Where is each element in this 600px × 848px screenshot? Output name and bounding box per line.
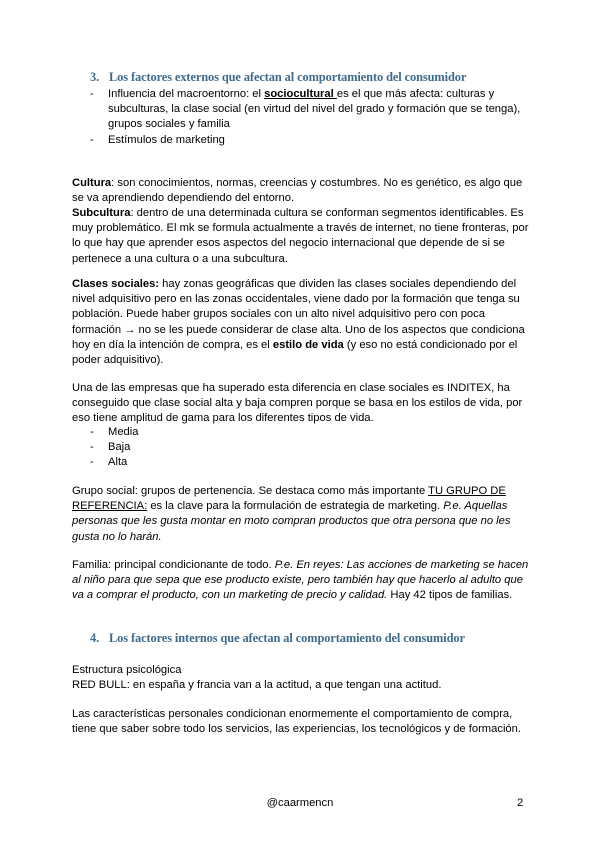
estructura-line: Estructura psicológica — [72, 664, 182, 676]
grupo-social-mid: es la clave para la formulación de estrategia de marketing. — [147, 500, 444, 513]
subcultura-paragraph — [72, 206, 530, 267]
subcultura-text: : dentro de una determinada cultura se conforman segmentos identificables. Es muy problemático. El mk se formula actualmente a través de internet, no tiene fronteras, por lo que hay que aprender esos aspectos del negocio internacional que depende de si se pertenece a una cultura o a una subcultura. — [72, 207, 529, 265]
cultura-paragraph — [72, 176, 530, 206]
bullet-item-estimulos: - Estímulos de marketing — [90, 133, 530, 148]
section-3-number: 3. — [90, 70, 100, 84]
section-4-title: Los factores internos que afectan al comportamiento del consumidor — [109, 631, 465, 645]
cultura-text: : son conocimientos, normas, creencias y costumbres. No es genético, es algo que se va aprendiendo dependiendo del entorno. — [72, 177, 523, 205]
clase-item-media: - Media — [90, 425, 530, 440]
familia-text: Familia: principal condicionante de todo. — [72, 559, 275, 571]
grupo-social-text: Grupo social: grupos de pertenencia. Se destaca como más importante — [72, 485, 429, 497]
estilo-de-vida-term: estilo de vida — [272, 338, 344, 351]
inditex-paragraph: Una de las empresas que ha superado esta diferencia en clase sociales es INDITEX, ha conseguido que clase social alta y baja compren porque se basa en los estilos de vida, por eso tiene amplitud de gama para los diferentes tipos de vida. — [72, 382, 523, 425]
clases-sociales-paragraph — [72, 277, 530, 368]
sociocultural-term: sociocultural — [264, 88, 337, 100]
subcultura-label: Subcultura — [72, 207, 131, 219]
grupo-referencia-term: TU GRUPO DE REFERENCIA: — [72, 485, 506, 513]
section-3-title: Los factores externos que afectan al comportamiento del consumidor — [109, 70, 467, 84]
familia-example: P.e. En reyes: Las acciones de marketing se hacen al niño para que sepa que ese producto existe, pero también hay que hacerlo al adulto que va a comprar el producto, con un marketing de precio y calidad. — [72, 559, 529, 602]
grupo-social-example: P.e. Aquellas personas que les gusta montar en moto compran productos que otra persona que no les gusta no lo harán. — [72, 500, 511, 543]
familia-paragraph — [72, 558, 530, 604]
cultura-label: Cultura — [72, 177, 112, 189]
footer-author: @caarmencn — [266, 797, 334, 809]
clases-sociales-text: hay zonas geográficas que dividen las clases sociales dependiendo del nivel adquisitivo pero en las zonas occidentales, viene dado por la formación que tenga su población. Puede haber grupos sociales con un alto nivel adquisitivo pero con poca formación → no se les puede considerar de clase alta. Uno de los aspectos que condiciona hoy en día la intención de compra, es el — [72, 278, 525, 351]
red-bull-line: RED BULL: en españa y francia van a la actitud, a que tengan una actitud. — [72, 679, 442, 691]
clases-sociales-post: (y eso no está condicionado por el poder adquisitivo). — [72, 338, 518, 367]
grupo-social-paragraph — [72, 484, 530, 545]
bullet-text: es el que más afecta: culturas y subculturas, la clase social (en virtud del nivel del grado y formación que se tenga), grupos sociales y familia — [108, 88, 521, 131]
bullet-text: Influencia del macroentorno: el — [108, 88, 265, 100]
section-4-heading — [90, 631, 465, 646]
clase-list — [90, 425, 530, 471]
section-4-number: 4. — [90, 631, 100, 645]
clase-item-alta: - Alta — [90, 455, 530, 470]
page-number: 2 — [517, 797, 524, 809]
section-3-heading — [90, 70, 466, 85]
clases-sociales-label: Clases sociales: — [72, 278, 160, 290]
caracteristicas-paragraph: Las características personales condicionan enormemente el comportamiento de compra, tiene que saber sobre todo los servicios, las experiencias, los tecnológicos y de formación. — [72, 708, 521, 736]
clase-item-baja: - Baja — [90, 440, 530, 455]
familia-post: Hay 42 tipos de familias. — [387, 589, 513, 602]
section-3-bullet-list — [90, 87, 530, 148]
bullet-item-macroentorno — [90, 87, 530, 133]
